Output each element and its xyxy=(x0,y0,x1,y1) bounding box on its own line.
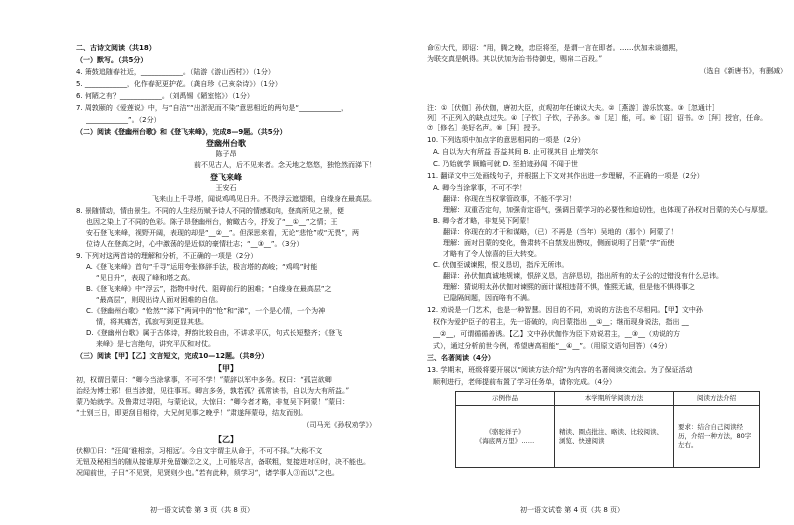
text-line: 6. 何陋之有？____________。（刘禹锡《陋室铭》）（1分） xyxy=(76,92,254,100)
text-line: “士别三日，即更刮目相待，大兄何见事之晚乎！”肃遂拜蒙母，结友而别。 xyxy=(76,409,308,417)
text-line: 翻译：你现在当权掌管政事，不能不学习！ xyxy=(443,195,576,203)
text-line: 4. 箫鼓追随春社近，____________。（陆游《游山西村》）（1分） xyxy=(76,68,275,76)
text-line: （选自《新唐书》，有删减） xyxy=(699,67,787,75)
table-header: 示例作品 xyxy=(456,392,555,406)
text-line: 翻译：孙伏伽真诚地规谏，恨辞义恳，言辞恳切，指出所有的太子公的过错没有什么忌讳。 xyxy=(443,272,723,280)
text-line: 注：①［伏伽］孙伏伽，唐初大臣，贞观初年任谏议大夫。②［燕游］游乐饮宴。③［忽通计］ xyxy=(427,104,719,112)
text-line: “见日升”，表现了峰和塔之高。 xyxy=(96,274,195,282)
text-line: 【甲】 xyxy=(214,364,238,373)
text-line: __②__，可谓循循善诱。【乙】文中孙伏伽作为臣下劝说君主，__③__（劝说的方 xyxy=(433,330,681,338)
text-line: 命⑥大代，即诏：“用，腾之晚，忠臣将至，是谓一言在即者。……伏加未谈德熙， xyxy=(427,44,683,52)
text-line: 5. ____________，化作春泥更护花。（龚自珍《己亥杂诗》）（1分） xyxy=(76,80,282,88)
text-line: （一）默写。（共5分） xyxy=(76,56,148,64)
page-footer-right: 初一语文试卷 第 4 页（共 8 页） xyxy=(520,506,625,514)
text-line: （二）阅读《登幽州台歌》和《登飞来峰》，完成8—9题。（共5分） xyxy=(76,128,287,136)
table-row xyxy=(456,406,760,468)
text-line: 理解：面对吕蒙的变化，鲁肃转不自禁发出赞叹，侧面说明了吕蒙“学”而使 xyxy=(443,239,675,247)
text-line: ____________”。（2分） xyxy=(86,116,161,124)
table-header: 本学期所学阅读方法 xyxy=(555,392,674,406)
text-line: （司马光《孙权劝学》） xyxy=(302,421,376,429)
text-line: 前不见古人，后不见来者。念天地之悠悠，独怆然而涕下！ xyxy=(194,161,376,169)
text-line: ⑦［修名］美好名声。⑧［拜］授予。 xyxy=(427,124,545,132)
text-line: 王安石 xyxy=(215,184,237,192)
text-line: 权作为爱护臣子的君主，先一语破的，向吕蒙指出 __①__；继而现身说法，指出 __ xyxy=(433,318,689,326)
text-line: A.《登飞来峰》首句“千寻”运用夸张修辞手法，极言塔的高峻；“鸡鸣”时能 xyxy=(86,263,318,271)
page-footer-left: 初一语文试卷 第 3 页（共 8 页） xyxy=(150,506,255,514)
table-cell-methods: 精读、圈点批注、略读、比较阅读、浏览、快速阅读 xyxy=(555,406,674,468)
text-line: 【乙】 xyxy=(214,435,238,444)
text-line: 才略有了令人惊喜的巨大转变。 xyxy=(443,250,541,258)
table-cell-works: 《骆驼祥子》 《海底两万里》…… xyxy=(456,406,555,468)
table-cell-intro: 要求：结合自己阅读经历，介绍一种方法，80字左右。 xyxy=(674,406,760,468)
text-line: B. 卿今者才略，非复吴下阿蒙！ xyxy=(433,217,534,225)
text-line: 理解：双重否定句，加强肯定语气，强调吕蒙学习的必要性和迫切性，也体现了孙权对吕蒙的关心与厚望。 xyxy=(443,206,772,214)
text-line: 伏柳①曰：“汪闻‘谁相亲，习相远’。今自文宇谓主从命于，不可不择。”大称不文 xyxy=(76,447,323,455)
text-line: 式），通过分析前世今例，希望唐高祖能“__④__”。（用原文语句回答）（4分） xyxy=(433,342,672,350)
text-line: 13. 学期末，班级将要开展以“阅读方法介绍”为内容的名著阅读交流会。为了保证活动 xyxy=(427,366,693,374)
text-line: 12. 劝说是一门艺术，也是一种智慧。因目的不同，劝说的方法也不尽相同。【甲】文中孙 xyxy=(427,306,703,314)
reading-method-table xyxy=(455,391,760,468)
text-line: 初，权谓吕蒙曰：“卿今当涂掌事，不可不学！”蒙辞以军中多务。权曰：“孤岂欲卿 xyxy=(76,376,332,384)
text-line: 已隐隔间题，因而咯有不满。 xyxy=(443,294,534,302)
text-line: 理解：猜说明太孙伏伽对谏熙的面计谋相违背不惧，惟熙无诚，但是他不惧得事之 xyxy=(443,283,695,291)
text-line: 10. 下列选项中加点字的意思相同的一项是（2分） xyxy=(427,136,585,144)
text-line: 11. 翻译文中三处画线句子，并根据上下文对其作出进一步理解，不正确的一项是（2分） xyxy=(427,172,704,180)
text-line: 7. 周敦颐的《爱莲说》中，与“自洁”“出淤泥而不染”意思相近的两句是“____________， xyxy=(76,104,349,112)
text-line: 陈子昂 xyxy=(215,150,237,158)
text-line: 治经为博士邪！但当涉猎，见往事耳。卿言多务，孰若孤？孤常读书，自以为大有所益。” xyxy=(76,387,350,395)
text-line: B.《登飞来峰》中“浮云”，指物中时代、阻碍前行的困难；“自缘身在最高层”之 xyxy=(86,285,332,293)
text-line: 登幽州台歌 xyxy=(206,139,246,148)
table-header-row xyxy=(456,392,760,406)
text-line: 9. 下列对这两首诗的理解和分析，不正确的一项是（2分） xyxy=(76,252,258,260)
text-line: C.《登幽州台歌》“怆然”“涕下”两词中的“怆”和“涕”，一个是心情，一个为神 xyxy=(86,307,326,315)
text-line: 也因之染上了不同的色彩。陈子昂登幽州台，俯瞰古今，抒发了“__①__”之情；王 xyxy=(86,218,338,226)
text-line: A. 卿今当涂掌事，不可不学！ xyxy=(433,184,527,192)
text-line: 蒙乃始就学。及鲁肃过寻阳，与蒙论议，大惊曰：“卿今者才略，非复吴下阿蒙！”蒙曰： xyxy=(76,398,350,406)
text-line: 为联交真是帆得。其以伏加为治书侍御史，赐帛二百段。” xyxy=(427,55,603,63)
text-line: 8. 景随情动，情由景生。不同的人生经历赋予诗人不同的情感取向，登高所见之景，便 xyxy=(76,207,344,215)
text-line: C. 伏伽至诚谏熙，恨义恳切，指斥无所讳。 xyxy=(433,261,569,269)
text-line: 况闻前世，子曰“不见贤，见贤则少也。”若有此种，须学习“，诸学事人③而以”之也。 xyxy=(76,469,339,477)
text-line: 顺利进行，老师提前布置了学习任务单，请你完成。（4分） xyxy=(433,378,616,386)
text-line: 位诗人在登高之时，心中激荡的是近似的豪情壮志；“__③__”。（3分） xyxy=(86,240,304,248)
text-line: （三）阅读【甲】【乙】文言短文，完成10—12题。（共8分） xyxy=(76,352,269,360)
text-line: C. 乃始就学 顾瞻可就 D. 至拍迹孙闻 不闻于世 xyxy=(433,160,578,168)
text-line: 三、名著阅读（4分） xyxy=(427,354,495,362)
text-line: 登飞来峰 xyxy=(210,173,242,182)
table-header: 阅读方法介绍 xyxy=(674,392,760,406)
text-line: 飞来山上千寻塔，闻说鸡鸣见日升。不畏浮云遮望眼，自缘身在最高层。 xyxy=(152,195,376,203)
text-line: A. 自以为大有所益 吾益其间 B. 止可视其目 止增笑尔 xyxy=(433,148,599,156)
text-line: D.《登幽州台歌》属于古体诗，押韵比较自由，不讲求平仄，句式长短整齐；《登飞 xyxy=(86,329,343,337)
text-line: “最高层”，则现出诗人面对困难的自信。 xyxy=(96,296,223,304)
text-line: 列］不正列入的缺点过失。④［子钦］子钦，子孙多。⑤［足］能，可。⑥［诏］诏书。⑦［拜］授官，任命。 xyxy=(427,114,768,122)
text-line: 来峰》是七言绝句，讲究平仄和对仗。 xyxy=(96,340,215,348)
text-line: 无钮及秘相当的随从接谁厚并免留嫌②之义，上可能尽言，备联粗，复接进对④时，决不能也。 xyxy=(76,458,370,466)
text-line: 安石登飞来峰，视野开阔，表现的却是“__②__”。但深思来看，无论“悲怆”或“无畏”，两 xyxy=(86,229,360,237)
text-line: 翻译：你现在的才干和谋略，（已）不再是（当年）吴地的（那个）阿蒙了！ xyxy=(443,228,678,236)
text-line: 情，将其痛苦，孤寂写到更显其悲。 xyxy=(96,318,208,326)
text-line: 二、古诗文阅读（共18） xyxy=(76,44,156,52)
